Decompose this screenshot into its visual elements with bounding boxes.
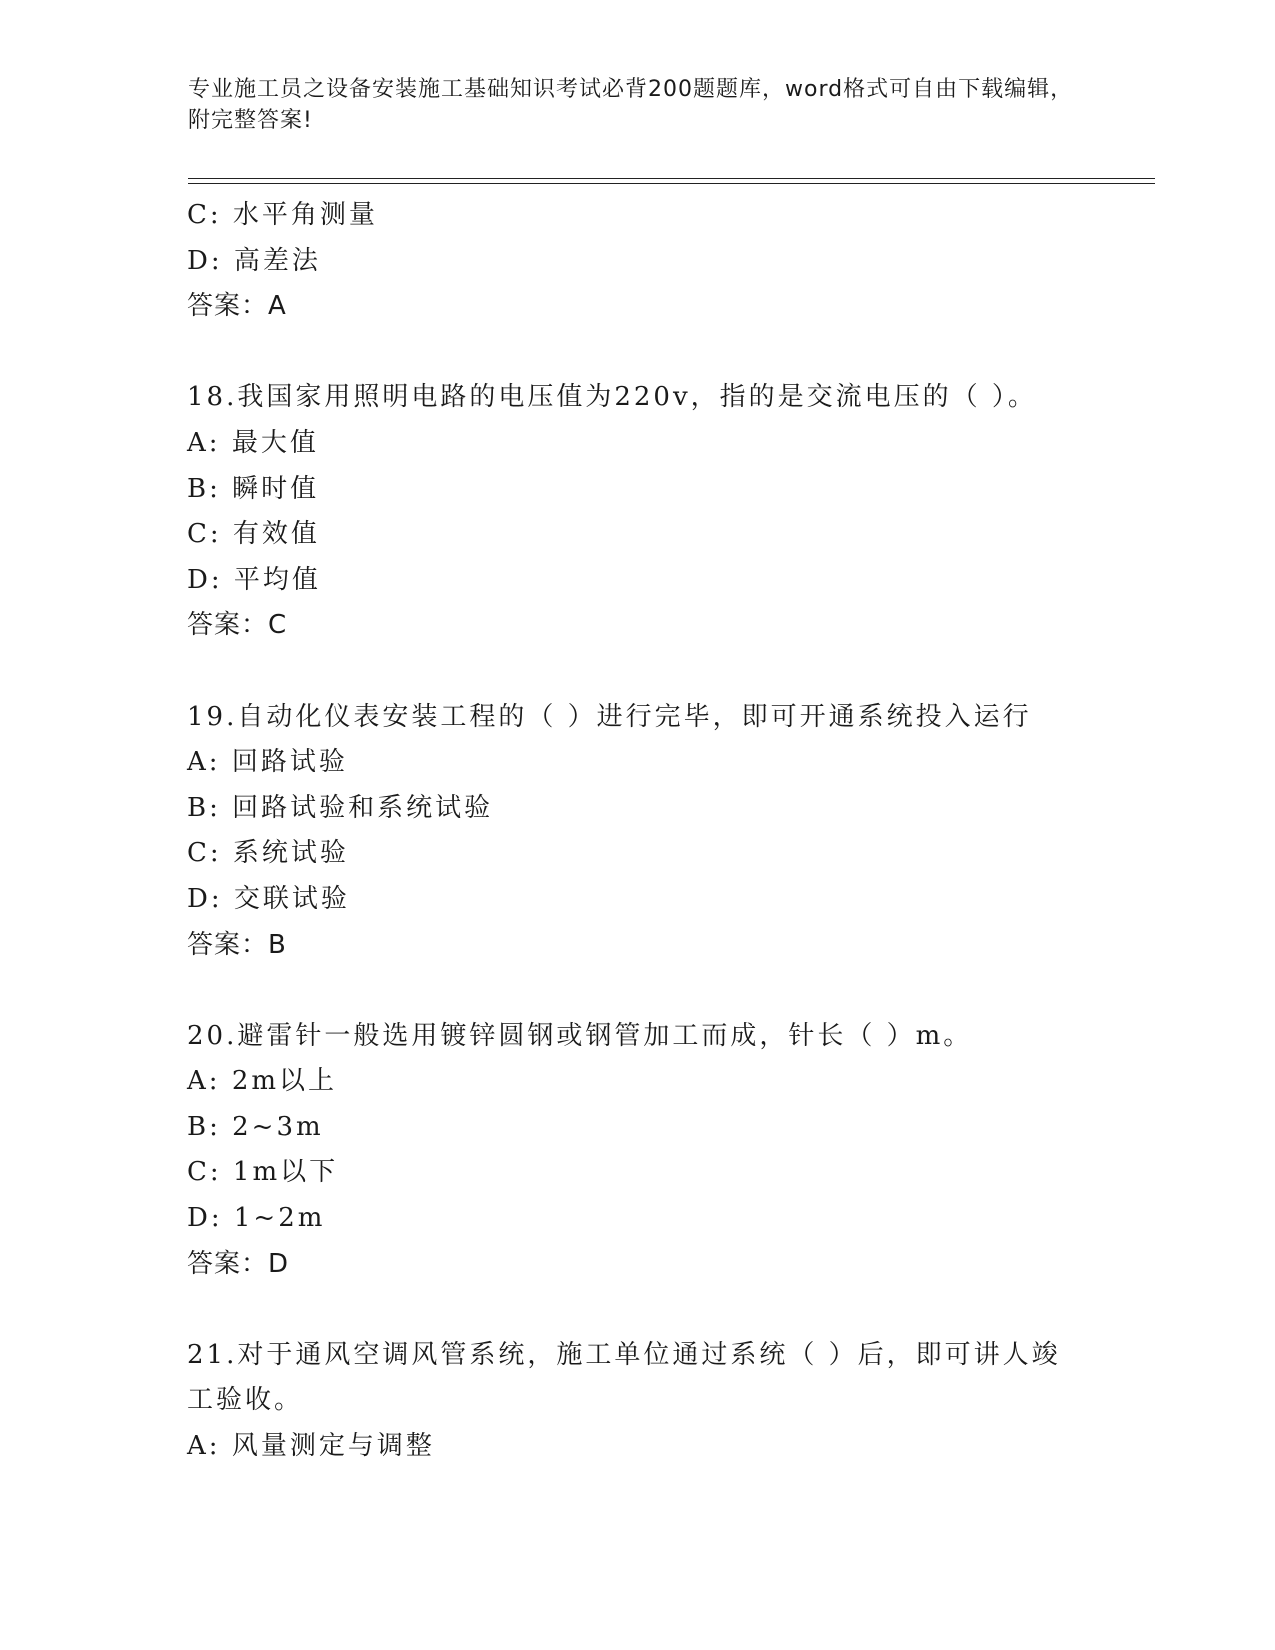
question-stem: 20.避雷针一般选用镀锌圆钢或钢管加工而成，针长（ ）m。 xyxy=(187,1020,973,1051)
option-text: 系统试验 xyxy=(232,838,349,869)
option-text: 平均值 xyxy=(233,564,321,595)
option-label: A: xyxy=(187,1431,221,1462)
option-item xyxy=(187,877,1087,923)
option-text: 回路试验 xyxy=(231,747,348,778)
option-item xyxy=(187,558,1087,604)
option-text: 1~2m xyxy=(233,1203,326,1234)
option-text: 瞬时值 xyxy=(232,473,320,504)
option-label: C: xyxy=(187,1157,222,1188)
question-stem: 18.我国家用照明电路的电压值为220v，指的是交流电压的（ ）。 xyxy=(187,382,1037,413)
option-item xyxy=(187,1105,1087,1151)
option-item xyxy=(187,467,1087,513)
answer-line: 答案：B xyxy=(187,929,287,960)
option-text: 回路试验和系统试验 xyxy=(232,792,494,823)
spacer xyxy=(187,649,1087,695)
spacer xyxy=(187,1287,1087,1333)
option-text: 交联试验 xyxy=(233,883,350,914)
option-item xyxy=(187,1150,1087,1196)
document-header xyxy=(188,74,1088,136)
option-item xyxy=(187,193,1087,239)
header-title: 专业施工员之设备安装施工基础知识考试必背200题题库，word格式可自由下载编辑，附完整答案! xyxy=(188,77,1074,133)
option-label: C: xyxy=(187,200,222,230)
option-item xyxy=(187,740,1087,786)
option-item xyxy=(187,831,1087,877)
option-label: B: xyxy=(187,792,221,823)
header-divider-top xyxy=(188,178,1155,179)
spacer xyxy=(187,330,1087,376)
question-stem: 19.自动化仪表安装工程的（ ）进行完毕，即可开通系统投入运行 xyxy=(187,701,1032,732)
option-label: A: xyxy=(187,1066,221,1097)
answer-line: 答案：D xyxy=(187,1248,290,1279)
answer-line: 答案：C xyxy=(187,610,288,641)
spacer xyxy=(187,968,1087,1014)
option-label: A: xyxy=(187,747,221,778)
option-text: 2m以上 xyxy=(231,1066,338,1097)
answer-line: 答案：A xyxy=(187,291,287,322)
option-label: C: xyxy=(187,519,222,550)
option-item xyxy=(187,1424,1087,1470)
option-text: 有效值 xyxy=(232,519,320,550)
option-text: 风量测定与调整 xyxy=(231,1431,435,1462)
question-stem-line: 工验收。 xyxy=(187,1385,304,1416)
option-label: D: xyxy=(187,1203,223,1234)
option-label: D: xyxy=(187,245,223,276)
option-text: 2~3m xyxy=(232,1111,324,1142)
option-label: C: xyxy=(187,838,222,869)
option-item xyxy=(187,1059,1087,1105)
option-item xyxy=(187,1196,1087,1242)
option-label: D: xyxy=(187,564,223,595)
option-text: 水平角测量 xyxy=(232,200,378,230)
option-text: 1m以下 xyxy=(232,1157,339,1188)
option-label: B: xyxy=(187,473,221,504)
option-text: 最大值 xyxy=(231,427,319,458)
option-item xyxy=(187,512,1087,558)
option-label: D: xyxy=(187,883,223,914)
question-list xyxy=(187,193,1087,1470)
option-item xyxy=(187,239,1087,285)
option-item xyxy=(187,786,1087,832)
option-label: A: xyxy=(187,427,221,458)
option-text: 高差法 xyxy=(233,245,321,276)
option-label: B: xyxy=(187,1111,221,1142)
option-item xyxy=(187,421,1087,467)
question-stem-line: 21.对于通风空调风管系统，施工单位通过系统（ ）后，即可讲人竣 xyxy=(187,1339,1061,1370)
header-divider-bottom xyxy=(188,183,1155,184)
